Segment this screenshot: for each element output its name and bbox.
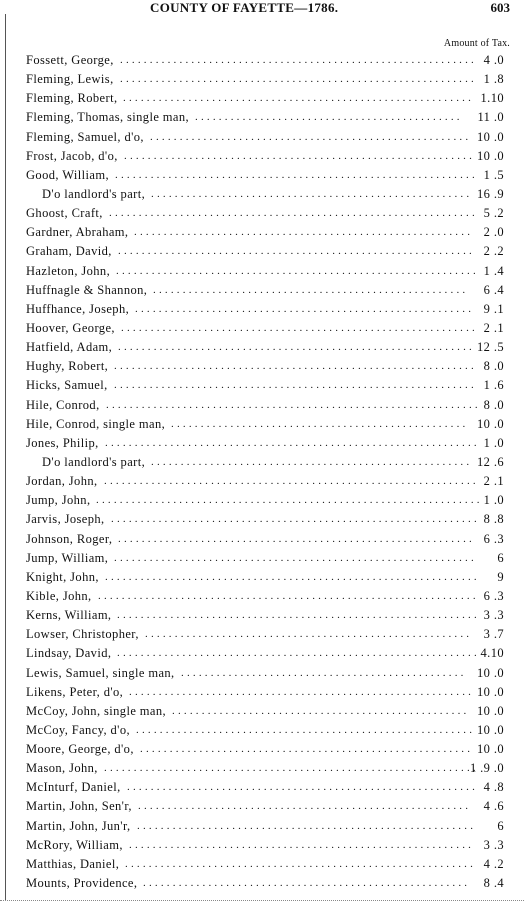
tax-entry-row — [0, 683, 524, 702]
taxpayer-name: Knight, John, — [26, 569, 99, 584]
dot-leader: ............................................. — [195, 111, 463, 124]
dot-leader: ..................................................... — [153, 283, 469, 296]
tax-amount: 2 .0 — [483, 225, 504, 240]
taxpayer-name: Lewis, Samuel, single man, — [26, 665, 175, 680]
tax-entry-row — [0, 759, 524, 778]
tax-entry-row — [0, 89, 524, 108]
tax-entry-row — [0, 300, 524, 319]
tax-amount: 8 .0 — [483, 397, 504, 412]
tax-amount: 6 — [497, 818, 504, 833]
dot-leader: ............................................................ — [121, 321, 478, 334]
tax-entry-list — [0, 51, 524, 893]
dot-leader: ............................................................ — [118, 341, 475, 354]
tax-entry-row — [0, 357, 524, 376]
tax-amount: 4 .0 — [483, 53, 504, 67]
dot-leader: ......................................................... — [134, 226, 474, 239]
dot-leader: ............................................................. — [116, 264, 479, 277]
taxpayer-name: Huffnagle & Shannon, — [26, 282, 148, 297]
tax-amount: 3 .3 — [483, 837, 504, 852]
tax-amount: 2 .1 — [483, 320, 504, 335]
taxpayer-name: D'o landlord's part, — [42, 186, 146, 201]
dot-leader: ............................................................. — [114, 551, 477, 564]
tax-entry-row — [0, 664, 524, 683]
tax-amount: 6 .4 — [483, 282, 504, 297]
taxpayer-name: Huffhance, Joseph, — [26, 301, 130, 316]
tax-entry-row — [0, 262, 524, 281]
tax-amount: 10 .0 — [477, 665, 504, 680]
tax-amount: 11 .0 — [477, 110, 504, 125]
dot-leader: ................................................................ — [98, 589, 479, 602]
tax-amount: 8 .0 — [483, 359, 504, 374]
dot-leader: ............................................................. — [117, 609, 480, 622]
tax-entry-row — [0, 568, 524, 587]
tax-entry-row — [0, 836, 524, 855]
taxpayer-name: Fossett, George, — [26, 53, 114, 67]
dot-leader: ......................................................... — [137, 819, 477, 832]
taxpayer-name: D'o landlord's part, — [42, 454, 146, 469]
tax-entry-row — [0, 51, 524, 70]
tax-entry-row — [0, 70, 524, 89]
tax-amount: 10 .0 — [477, 684, 504, 699]
tax-entry-row — [0, 874, 524, 893]
tax-entry-row — [0, 472, 524, 491]
taxpayer-name: McInturf, Daniel, — [26, 780, 121, 795]
taxpayer-name: Frost, Jacob, d'o, — [26, 148, 118, 163]
tax-amount: 10 .0 — [477, 742, 504, 757]
dot-leader: ............................................................. — [114, 379, 477, 392]
dot-leader: ............................................................... — [105, 436, 480, 449]
tax-amount: 6 .3 — [483, 531, 504, 546]
taxpayer-name: Good, William, — [26, 167, 109, 182]
dot-leader: .......................................................... — [129, 685, 475, 698]
taxpayer-name: Lowser, Christopher, — [26, 627, 139, 642]
tax-entry-row — [0, 204, 524, 223]
page-header — [0, 0, 524, 18]
dot-leader: .............................................................. — [109, 207, 478, 220]
tax-entry-row — [0, 166, 524, 185]
dot-leader: ...................................................... — [151, 187, 473, 200]
tax-entry-row — [0, 778, 524, 797]
taxpayer-name: Hughy, Robert, — [26, 359, 109, 374]
taxpayer-name: Gardner, Abraham, — [26, 225, 129, 240]
tax-amount: 2 .2 — [483, 244, 504, 259]
tax-entry-row — [0, 817, 524, 836]
tax-entry-row — [0, 108, 524, 127]
dot-leader: ......................................................... — [135, 302, 475, 315]
tax-entry-row — [0, 376, 524, 395]
tax-amount: 8 .4 — [483, 876, 504, 891]
tax-entry-row — [0, 491, 524, 510]
dot-leader: ....................................................... — [145, 628, 473, 641]
tax-entry-row — [0, 510, 524, 529]
tax-amount: 1 .6 — [483, 378, 504, 393]
tax-amount: 4 .8 — [483, 780, 504, 795]
dot-leader: .......................................................... — [129, 838, 475, 851]
dot-leader: ............................................................ — [118, 245, 475, 258]
taxpayer-name: Fleming, Lewis, — [26, 72, 114, 87]
tax-entry-row — [0, 128, 524, 147]
tax-entry-row — [0, 185, 524, 204]
tax-entry-row — [0, 147, 524, 166]
tax-amount: 16 .9 — [477, 186, 504, 201]
taxpayer-name: Jump, William, — [26, 550, 109, 565]
taxpayer-name: McCoy, John, single man, — [26, 703, 167, 718]
taxpayer-name: Johnson, Roger, — [26, 531, 113, 546]
taxpayer-name: Fleming, Robert, — [26, 91, 118, 106]
dot-leader: ........................................................ — [140, 743, 474, 756]
taxpayer-name: Jarvis, Joseph, — [26, 512, 105, 527]
taxpayer-name: Ghoost, Craft, — [26, 206, 103, 221]
taxpayer-name: McRory, William, — [26, 837, 123, 852]
tax-entry-row — [0, 644, 524, 663]
tax-amount: 4.10 — [480, 646, 504, 661]
tax-entry-row — [0, 281, 524, 300]
taxpayer-name: Fleming, Thomas, single man, — [26, 110, 190, 125]
tax-amount: 1 .9 .0 — [469, 761, 504, 776]
taxpayer-name: Jones, Philip, — [26, 435, 99, 450]
dot-leader: ........................................................... — [124, 149, 476, 162]
tax-amount: 4 .6 — [483, 799, 504, 814]
tax-entry-row — [0, 702, 524, 721]
tax-amount: 1.10 — [480, 91, 504, 106]
taxpayer-name: Mounts, Providence, — [26, 876, 138, 891]
dot-leader: ............................................................... — [105, 570, 480, 583]
tax-amount: 8 .8 — [483, 512, 504, 527]
dot-leader: ........................................................... — [125, 857, 477, 870]
tax-entry-row — [0, 606, 524, 625]
tax-amount: 6 — [497, 550, 504, 565]
tax-amount: 1 .8 — [483, 72, 504, 87]
taxpayer-name: Hazleton, John, — [26, 263, 111, 278]
tax-amount: 10 .0 — [477, 703, 504, 718]
tax-entry-row — [0, 396, 524, 415]
tax-entry-row — [0, 415, 524, 434]
taxpayer-name: Hile, Conrod, single man, — [26, 416, 166, 431]
dot-leader: ............................................................ — [118, 532, 475, 545]
tax-amount: 6 .3 — [483, 588, 504, 603]
tax-entry-row — [0, 530, 524, 549]
tax-entry-row — [0, 549, 524, 568]
tax-entry-row — [0, 797, 524, 816]
dot-leader: ............................................................ — [120, 73, 477, 86]
tax-amount: 10 .0 — [477, 722, 504, 737]
tax-amount: 12 .5 — [477, 340, 504, 355]
tax-amount: 1 .4 — [483, 263, 504, 278]
dot-leader: ............................................................... — [104, 762, 479, 775]
tax-amount: 3 .7 — [483, 627, 504, 642]
tax-amount: 1 .0 — [483, 435, 504, 450]
dot-leader: ......................................................... — [136, 723, 476, 736]
dot-leader: ........................................................... — [127, 781, 479, 794]
dot-leader: ................................................ — [181, 666, 467, 679]
taxpayer-name: McCoy, Fancy, d'o, — [26, 722, 131, 737]
taxpayer-name: Kerns, William, — [26, 608, 112, 623]
taxpayer-name: Martin, John, Sen'r, — [26, 799, 132, 814]
page-number: 603 — [490, 0, 510, 15]
tax-entry-row — [0, 223, 524, 242]
page-title: COUNTY OF FAYETTE—1786. — [150, 0, 339, 15]
tax-amount: 9 — [497, 569, 504, 584]
dot-leader: ............................................................ — [120, 54, 477, 66]
dot-leader: ...................................................... — [151, 455, 473, 468]
tax-amount: 1 .5 — [483, 167, 504, 182]
taxpayer-name: Graham, David, — [26, 244, 112, 259]
tax-entry-row — [0, 338, 524, 357]
tax-amount: 3 .3 — [483, 608, 504, 623]
taxpayer-name: Hicks, Samuel, — [26, 378, 108, 393]
tax-entry-row — [0, 319, 524, 338]
dot-leader: .............................................................. — [111, 513, 480, 526]
taxpayer-name: Hatfield, Adam, — [26, 340, 113, 355]
dot-leader: .................................................. — [172, 704, 470, 717]
taxpayer-name: Jordan, John, — [26, 474, 98, 489]
taxpayer-name: Hoover, George, — [26, 320, 115, 335]
footer-rule — [0, 900, 524, 902]
tax-amount: 2 .1 — [483, 474, 504, 489]
tax-entry-row — [0, 625, 524, 644]
dot-leader: ............................................................. — [114, 360, 477, 373]
dot-leader: ............................................................. — [115, 168, 478, 181]
dot-leader: ........................................................... — [123, 92, 475, 105]
tax-amount: 10 .0 — [477, 129, 504, 144]
dot-leader: ....................................................... — [143, 877, 471, 890]
taxpayer-name: Mason, John, — [26, 761, 98, 776]
tax-amount: 10 .0 — [477, 416, 504, 431]
taxpayer-name: Jump, John, — [26, 493, 91, 508]
tax-entry-row — [0, 721, 524, 740]
tax-amount: 9 .1 — [483, 301, 504, 316]
dot-leader: ............................................................... — [104, 475, 479, 488]
dot-leader: ...................................................... — [150, 130, 472, 143]
tax-amount: 5 .2 — [483, 206, 504, 221]
taxpayer-name: Moore, George, d'o, — [26, 742, 134, 757]
taxpayer-name: Kible, John, — [26, 588, 92, 603]
taxpayer-name: Lindsay, David, — [26, 646, 112, 661]
tax-amount: 4 .2 — [483, 856, 504, 871]
tax-entry-row — [0, 855, 524, 874]
taxpayer-name: Hile, Conrod, — [26, 397, 100, 412]
tax-entry-row — [0, 434, 524, 453]
taxpayer-name: Fleming, Samuel, d'o, — [26, 129, 144, 144]
taxpayer-name: Martin, John, Jun'r, — [26, 818, 131, 833]
tax-amount: 1 .0 — [483, 493, 504, 508]
tax-entry-row — [0, 740, 524, 759]
tax-entry-row — [0, 242, 524, 261]
dot-leader: ........................................................ — [138, 800, 472, 813]
dot-leader: ............................................................. — [117, 647, 480, 660]
tax-entry-row — [0, 587, 524, 606]
tax-entry-row — [0, 453, 524, 472]
tax-amount: 12 .6 — [477, 454, 504, 469]
amount-column-header: Amount of Tax. — [443, 38, 510, 49]
taxpayer-name: Likens, Peter, d'o, — [26, 684, 124, 699]
dot-leader: ............................................................... — [106, 398, 481, 411]
dot-leader: .................................................. — [171, 417, 469, 430]
taxpayer-name: Matthias, Daniel, — [26, 856, 120, 871]
tax-amount: 10 .0 — [477, 148, 504, 163]
dot-leader: ................................................................. — [96, 494, 483, 507]
